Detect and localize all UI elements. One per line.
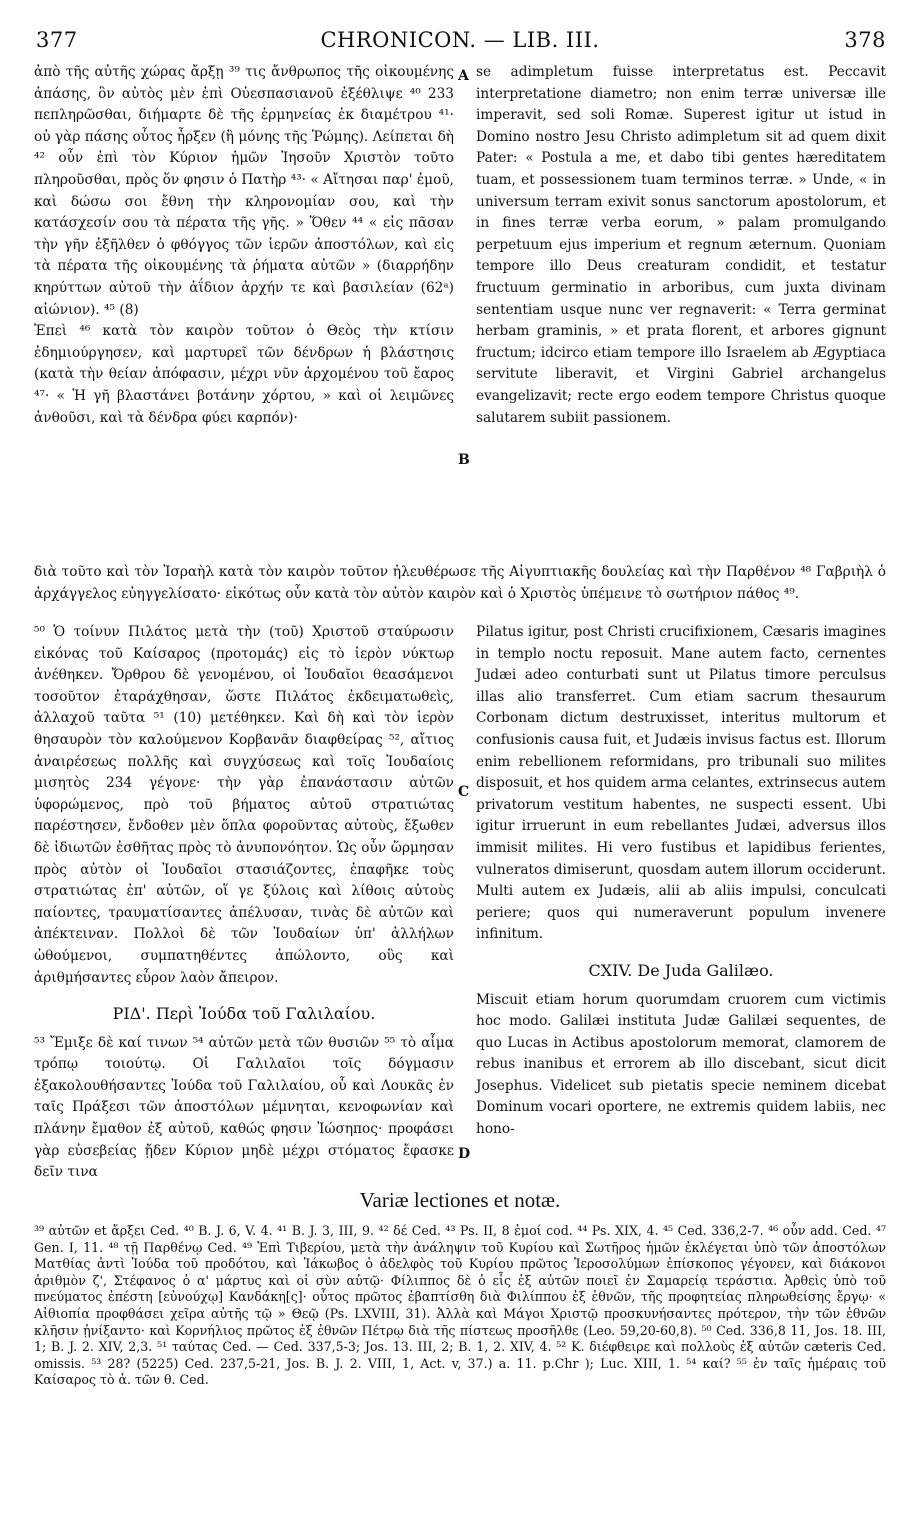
greek-paragraph-2: Ἐπεὶ ⁴⁶ κατὰ τὸν καιρὸν τοῦτον ὁ Θεὸς τὴν κτίσιν ἐδημιούργησεν, καὶ μαρτυρεῖ τῶν δένδρων ἡ βλάστησις (κατὰ τὴν θείαν ἀπόφασιν, μέχρι νῦν ἀρχομένου τοῦ ἔαρος ⁴⁷· « Ἡ γῆ βλαστάνει βοτάνην χόρτου, » καὶ οἱ λειμῶνες ἀνθοῦσι, καὶ τὰ δένδρα φύει καρπόν)·	[34, 323, 454, 426]
page-number-right: 378	[844, 28, 886, 52]
shared-greek-line	[34, 562, 886, 605]
notes-text: ³⁹ αὐτῶν et ἄρξει Ced. ⁴⁰ B. J. 6, V. 4. ⁴¹ B. J. 3, III, 9. ⁴² δέ Ced. ⁴³ Ps. II, 8 ἐμοί cod. ⁴⁴ Ps. XIX, 4. ⁴⁵ Ced. 336,2-7. ⁴⁶ οὖν add. Ced. ⁴⁷ Gen. I, 11. ⁴⁸ τῇ Παρθένῳ Ced. ⁴⁹ Ἐπὶ Τιβερίου, μετὰ τὴν ἀνάληψιν τοῦ Κυρίου καὶ Σωτῆρος ἡμῶν ἐκλέγεται ὑπὸ τῶν ἀποστόλων Ματθίας ἀντὶ Ἰούδα τοῦ προδότου, καὶ Ἰάκωβος ὁ ἀδελφὸς τοῦ Κυρίου πρῶτος Ἱεροσολύμων ἐπίσκοπος γέγονεν, καὶ διάκονοι ἀριθμὸν ζ', Στέφανος ὁ α' μάρτυς καὶ οἱ σὺν αὐτῷ· Φίλιππος δὲ ὁ εἷς ἐξ αὐτῶν ποιεῖ ἐν Σαμαρείᾳ τεράστια. Ἀρθεὶς ὑπὸ τοῦ πνεύματος ἐπέστη [εὐνούχῳ] Κανδάκη[ς]· οὗτος πρῶτος ἐβαπτίσθη διὰ Φιλίππου ἐξ ἐθνῶν, τῆς προφητείας πληρωθείσης ἔργῳ· « Αἰθιοπία προφθάσει χεῖρα αὐτῆς τῷ » Θεῷ (Ps. LXVIII, 31). Ἀλλὰ καὶ Μάγοι Χριστῷ προσκυνήσαντες πρότερον, τὴν τῶν ἐθνῶν κλῆσιν ᾐνίξαντο· καὶ Κορνήλιος πρῶτος ἐξ ἐθνῶν Πέτρῳ διὰ τῆς πίστεως προσῆλθε (Leo. 59,20-60,8). ⁵⁰ Ced. 336,8 11, Jos. 18. III, 1; B. J. 2. XIV, 2,3. ⁵¹ ταύτας Ced. — Ced. 337,5-3; Jos. 13. III, 2; B. 1, 2. XIV, 4. ⁵² Κ. διέφθειρε καὶ πολλοὺς ἐξ αὐτῶν cæteris Ced. omissis. ⁵³ 28? (5225) Ced. 237,5-21, Jos. B. J. 2. VIII, 1, Act. v, 37.) a. 11. p.Chr ); Luc. XIII, 1. ⁵⁴ καί? ⁵⁵ ἐν ταῖς ἡμέραις τοῦ Καίσαρος τὸ ἀ. τῶν θ. Ced.	[34, 1223, 886, 1388]
latin-section-title: CXIV. De Juda Galilæo.	[588, 960, 774, 980]
greek-shared-text: διὰ τοῦτο καὶ τὸν Ἰσραὴλ κατὰ τὸν καιρὸν τοῦτον ἠλευθέρωσε τῆς Αἰγυπτιακῆς δουλείας καὶ τὴν Παρθένον ⁴⁸ Γαβριὴλ ὁ ἀρχάγγελος εὐηγγελίσατο· εἰκότως οὖν κατὰ τὸν αὐτὸν καιρὸν καὶ ὁ Χριστὸς ὑπέμεινε τὸ σωτήριον πάθος ⁴⁹.	[34, 564, 886, 602]
latin-column	[476, 62, 886, 429]
greek-paragraph-1: ἀπὸ τῆς αὐτῆς χώρας ἄρξῃ ³⁹ τις ἄνθρωπος τῆς οἰκουμένης ἁπάσης, ὃν αὐτὸς μὲν ἐπὶ Οὐεσπασιανοῦ ἐξέθλιψε ⁴⁰ 233 πεπληρῶσθαι, διήμαρτε δὲ τῆς ἑρμηνείας ἐκ διαμέτρου ⁴¹· οὐ γὰρ πάσης οὗτος ἦρξεν (ἢ μόνης τῆς Ῥώμης). Λείπεται δὴ ⁴² οὖν ἐπὶ τὸν Κύριον ἡμῶν Ἰησοῦν Χριστὸν τοῦτο πληροῦσθαι, πρὸς ὅν φησιν ὁ Πατὴρ ⁴³· « Αἴτησαι παρ' ἐμοῦ, καὶ δώσω σοι ἔθνη τὴν κληρονομίαν σου, καὶ τὴν κατάσχεσίν σου τὰ πέρατα τῆς γῆς. » Ὅθεν ⁴⁴ « εἰς πᾶσαν τὴν γῆν ἐξῆλθεν ὁ φθόγγος τῶν ἱερῶν ἀποστόλων, καὶ εἰς τὰ πέρατα τῆς οἰκουμένης τὰ ῥήματα αὐτῶν » (διαρρήδην κηρύττων αὐτοῦ τὴν ἀΐδιον ἀρχήν τε καὶ βασιλείαν (62ᵃ) αἰώνιον). ⁴⁵ (8)	[34, 64, 455, 318]
latin-column-lower	[476, 622, 886, 1141]
latin-paragraph-1: se adimpletum fuisse interpretatus est. Peccavit interpretatione diametro; non enim terræ universæ ille imperavit, sed soli Romæ. Superest igitur ut istud in Domino nostro Jesu Christo adimpletum sit ad quem dixit Pater: « Postula a me, et dabo tibi gentes hæreditatem tuam, et possessionem tuam terminos terræ. » Unde, « in universum terram exivit sonus sanctorum apostolorum, et in fines terræ verba eorum, » palam promulgando perpetuum ejus imperium et regnum æternum. Quoniam tempore illo Deus creaturam condidit, et testatur fructuum germinatio in arboribus, cum juxta divinam sententiam usque nunc ver regnaverit: « Terra germinat herbam graminis, » et prata florent, et arbores gignunt fructum; idcirco etiam tempore illo Israelem ab Ægyptiaca servitute liberavit, et Virgini Gabriel archangelus evangelizavit; recte ergo eodem tempore Christus quoque salutarem subiit passionem.	[476, 64, 886, 426]
latin-paragraph-3: Miscuit etiam horum quorumdam cruorem cum victimis hoc modo. Galilæi instituta Judæ Galilæi sequentes, de quo Lucas in Actibus apostolorum memorat, clamorem de rebus inanibus et errorem ab illo discebant, sicut dicit Josephus. Videlicet sub pietatis specie neminem dicebat Dominum vocari oportere, ne extremis quidem labiis, nec hono-	[476, 991, 886, 1138]
greek-paragraph-3: ⁵⁰ Ὁ τοίνυν Πιλάτος μετὰ τὴν (τοῦ) Χριστοῦ σταύρωσιν εἰκόνας τοῦ Καίσαρος (προτομάς) εἰς τὸ ἱερὸν νύκτωρ ἀνέθηκεν. Ὄρθρου δὲ γενομένου, οἱ Ἰουδαῖοι θεασάμενοι τοσοῦτον ἐταράχθησαν, ὥστε Πιλάτος ἐκδειματωθεὶς, ἀλλαχοῦ ταῦτα ⁵¹ (10) μετέθηκεν. Καὶ δὴ καὶ τὸν ἱερὸν θησαυρὸν τὸν καλούμενον Κορβανᾶν διαφθείρας ⁵², αἴτιος ἀναιρέσεως πολλῆς καὶ συγχύσεως καὶ τοῖς Ἰουδαίοις μισητὸς 234 γέγονε· τὴν γὰρ ἐπανάστασιν αὐτῶν ὑφορώμενος, πρὸ τοῦ βήματος αὐτοῦ στρατιώτας παρέστησεν, ἔνδοθεν μὲν ὅπλα φοροῦντας αὐτοὺς, ἔξωθεν δὲ ἰδιωτῶν ἐσθῆτας πρὸς τὸ ἀνυπονόητον. Ὡς οὖν ὥρμησαν πρὸς αὐτὸν οἱ Ἰουδαῖοι στασιάζοντες, ἐπαφῆκε τοὺς στρατιώτας ἐπ' αὐτῶν, οἵ γε ξύλοις καὶ λίθοις αὐτοὺς παίοντες, τραυματίσαντες ἀπέλυσαν, τινὰς δὲ αὐτῶν καὶ ἀπέκτειναν. Πολλοὶ δὲ τῶν Ἰουδαίων ὑπ' ἀλλήλων ὠθούμενοι, συμπατηθέντες ἀπώλοντο, οὓς καὶ ἀριθμήσαντες εὗρον λαὸν ἄπειρον.	[34, 624, 454, 986]
page-header	[34, 28, 886, 62]
running-title: CHRONICON. — LIB. III.	[320, 28, 600, 52]
greek-section-title: ΡΙΔ'. Περὶ Ἰούδα τοῦ Γαλιλαίου.	[112, 1004, 376, 1024]
margin-letter-c: C	[458, 784, 470, 800]
page	[34, 28, 886, 1389]
margin-letter-a: A	[458, 68, 469, 84]
page-number-left: 377	[36, 28, 78, 52]
notes-title: Variæ lectiones et notæ.	[359, 1188, 561, 1212]
greek-column-lower	[34, 622, 454, 1184]
margin-letter-b: B	[458, 452, 470, 468]
margin-letter-d: D	[458, 1146, 471, 1162]
greek-column	[34, 62, 454, 429]
greek-paragraph-4: ⁵³ Ἔμιξε δὲ καί τινων ⁵⁴ αὐτῶν μετὰ τῶν θυσιῶν ⁵⁵ τὸ αἷμα τρόπῳ τοιούτῳ. Οἱ Γαλιλαῖοι τοῖς δόγμασιν ἐξακολουθήσαντες Ἰούδα τοῦ Γαλιλαίου, οὗ καὶ Λουκᾶς ἐν ταῖς Πράξεσι τῶν ἀποστόλων μέμνηται, κενοφωνίαν καὶ πλάνην ἔμαθον ἐξ αὐτοῦ, καθώς φησιν Ἰώσηπος· προφάσει γὰρ εὐσεβείας ᾔδεν Κύριον μηδὲ μέχρι στόματος ἔφασκε δεῖν τινα	[34, 1034, 454, 1181]
latin-paragraph-2: Pilatus igitur, post Christi crucifixionem, Cæsaris imagines in templo noctu reposuit. Mane autem facto, cernentes Judæi adeo conturbati sunt ut Pilatus timore perculsus illas alio transferret. Cum etiam sacrum thesaurum Corbonam dictum destruxisset, interitus multorum et confusionis causa fuit, et Judæis invisus factus est. Illorum enim rebellionem reformidans, pro tribunali suo milites disposuit, et hos quidem arma celantes, extrinsecus autem privatorum vestitum habentes, ne suspecti essent. Ubi igitur irruerunt in eum rebellantes Judæi, adversus illos immisit milites. Hi vero fustibus et lapidibus ferientes, vulneratos dimiserunt, quosdam autem illorum occiderunt. Multi autem ex Judæis, alii ab aliis impulsi, conculcati periere; quos qui numeraverunt populum invenere infinitum.	[476, 624, 886, 943]
text-columns	[34, 62, 886, 1184]
